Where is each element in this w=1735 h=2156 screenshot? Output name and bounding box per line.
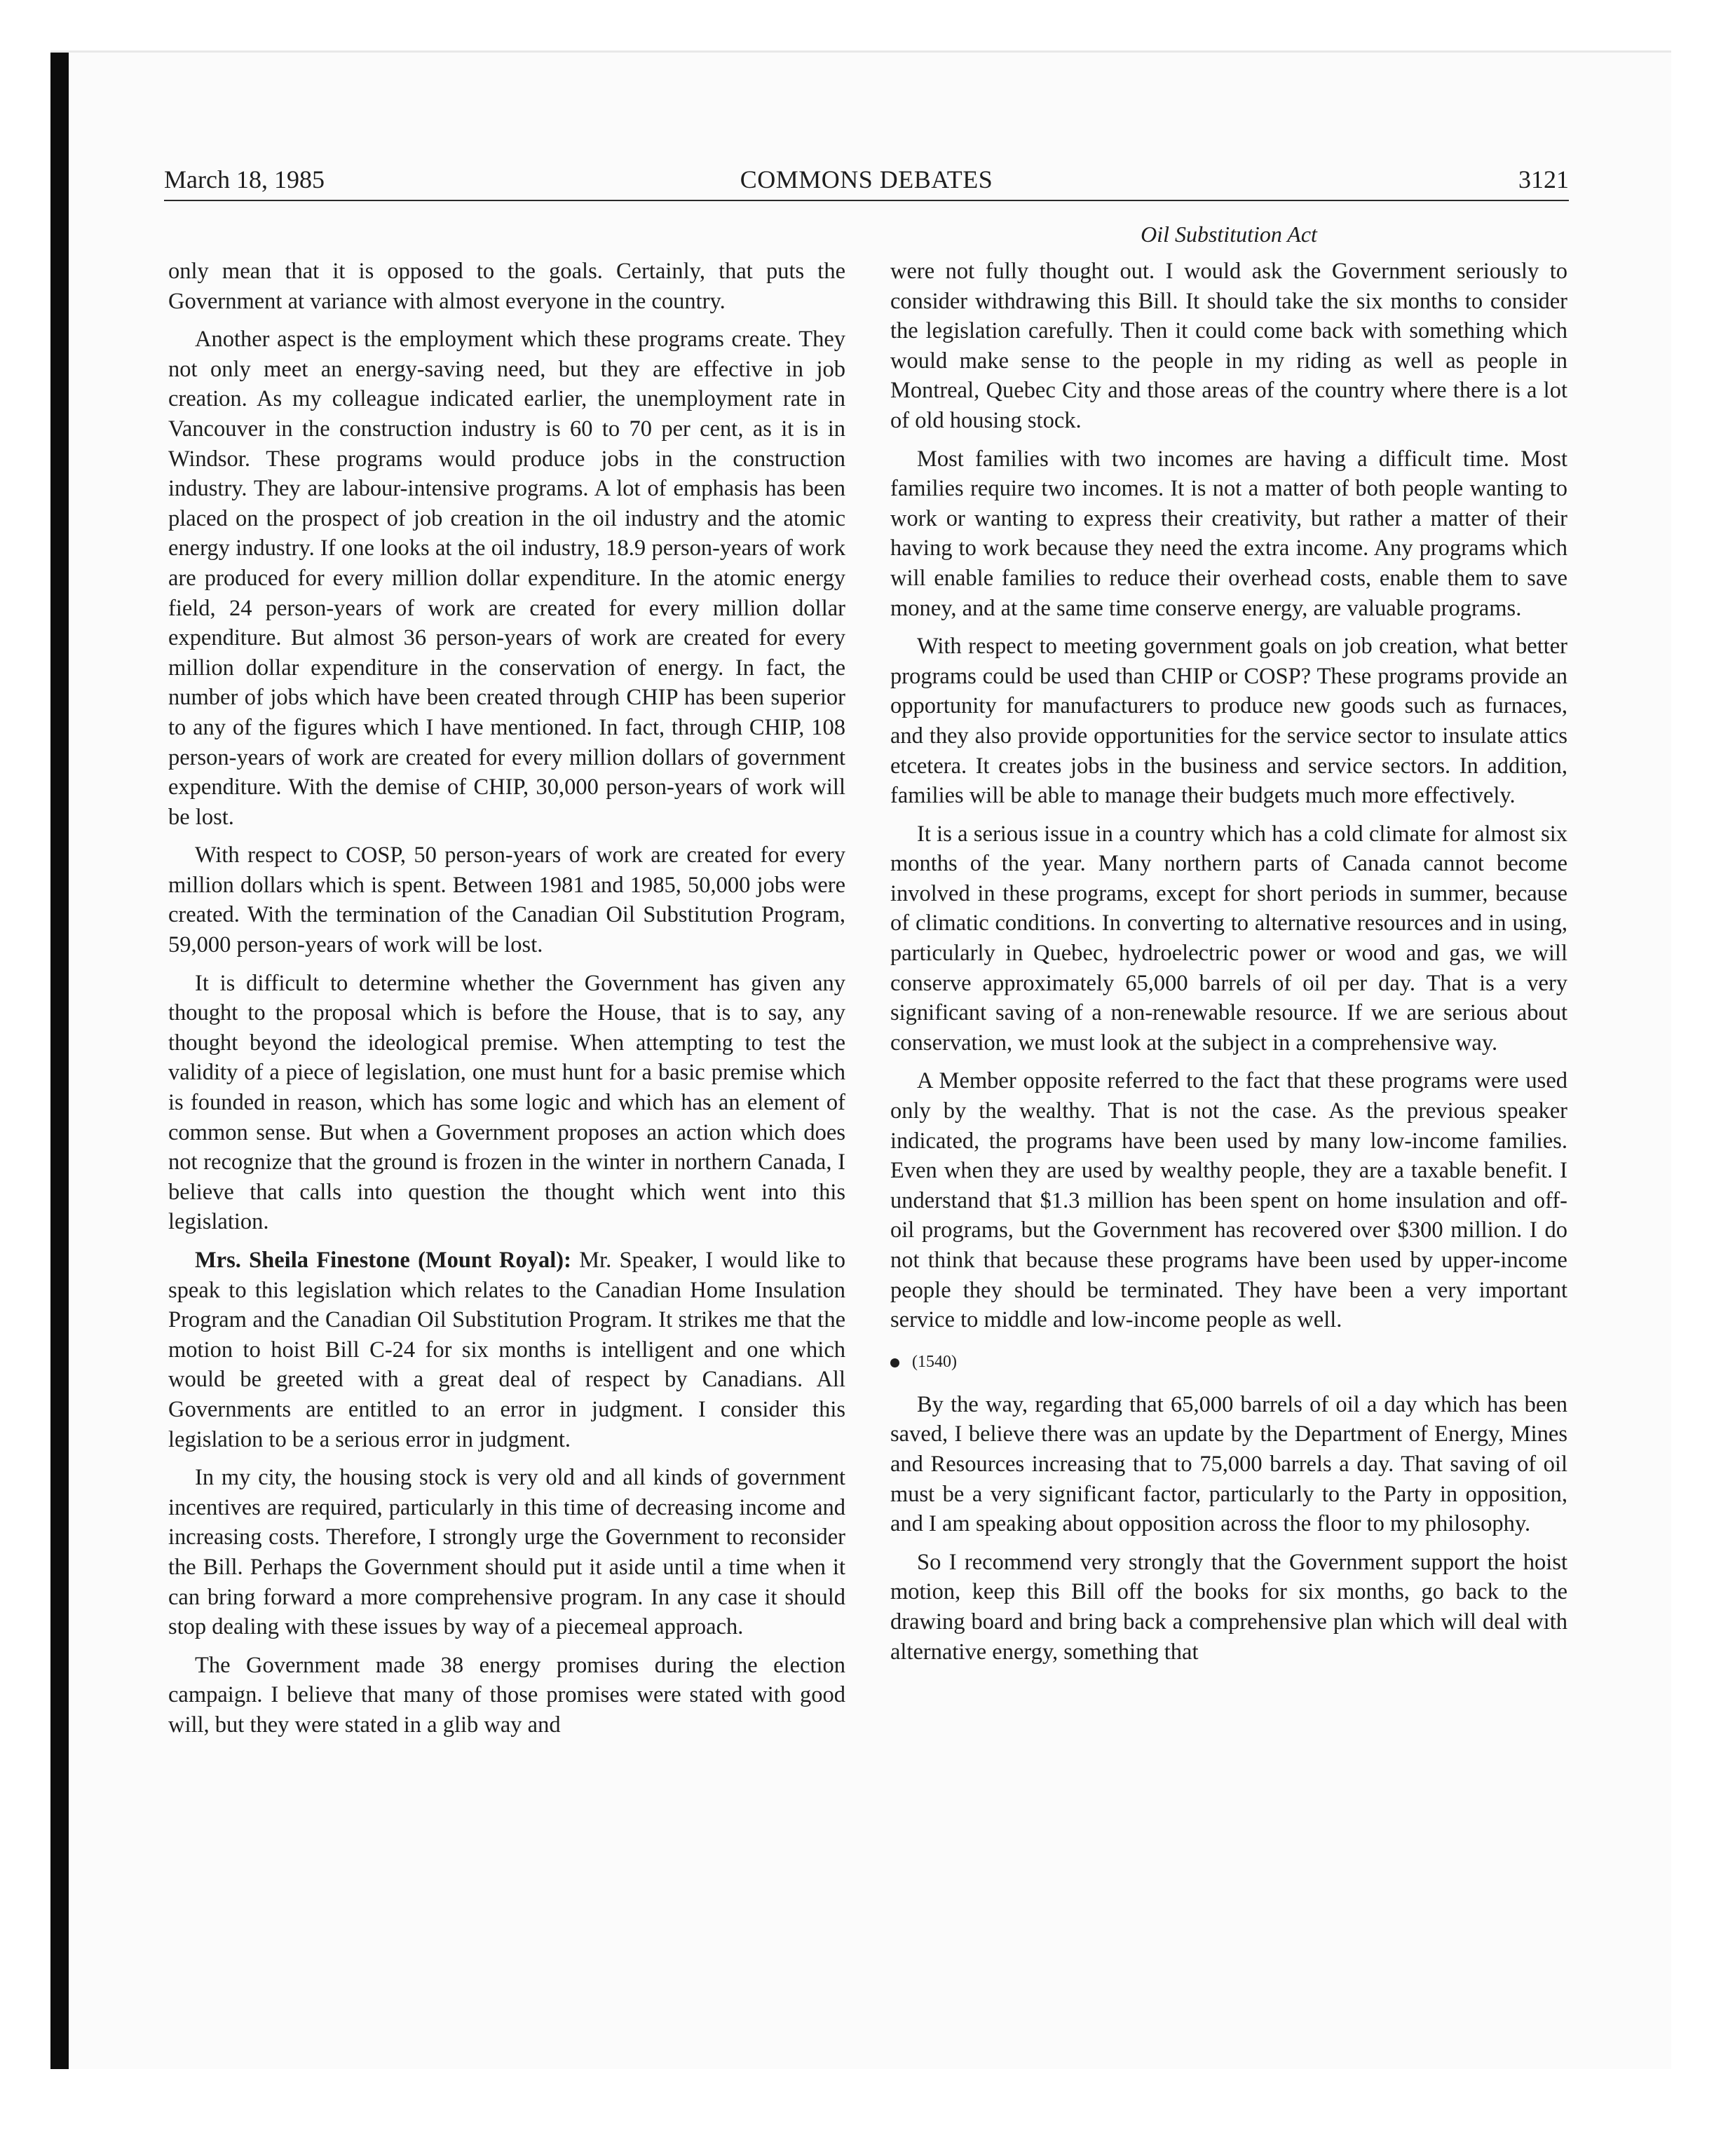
paragraph: With respect to COSP, 50 person-years of work are created for every million dollars which is spent. Between 1981 and 1985, 50,000 jobs were created. With the termination of the Canadian Oil Substitution Program, 59,000 person-years of work will be lost. xyxy=(168,842,845,958)
paragraph: only mean that it is opposed to the goals. Certainly, that puts the Government at variance with almost everyone in the country. xyxy=(168,259,845,314)
header-publication: COMMONS DEBATES xyxy=(740,165,993,193)
header-page-number: 3121 xyxy=(1518,165,1569,193)
running-head xyxy=(164,163,1569,196)
scan-edge xyxy=(50,50,69,2069)
speaker-name: Mrs. Sheila Finestone (Mount Royal): xyxy=(195,1248,571,1273)
paragraph: With respect to meeting government goals on job creation, what better programs could be used than CHIP or COSP? These programs provide an opportunity for manufacturers to produce new goods such as furnaces, and they also provide opportunities for the service sector to insulate attics etcetera. It creates jobs in the business and service sectors. In addition, families will be able to manage their budgets much more effectively. xyxy=(890,634,1567,809)
paragraph: Most families with two incomes are having a difficult time. Most families require two incomes. It is not a matter of both people wanting to work or wanting to express their creativity, but rather a matter of their having to work because they need the extra income. Any programs which will enable families to reduce their overhead costs, enable them to save money, and at the same time conserve energy, are valuable programs. xyxy=(890,446,1567,621)
speaker-text: Mr. Speaker, I would like to speak to this legislation which relates to the Canadian Home Insulation Program and the Canadian Oil Substitution Program. It strikes me that the motion to hoist Bill C-24 for six months is intelligent and one which would be greeted with a great deal of respect by Canadians. All Governments are entitled to an error in judgment. I consider this legislation to be a serious error in judgment. xyxy=(168,1248,846,1452)
speaker-paragraph xyxy=(168,1246,845,1454)
paragraph: A Member opposite referred to the fact that these programs were used only by the wealthy. That is not the case. As the previous speaker indicated, the programs have been used by many low-income families. Even when they are used by wealthy people, they are a taxable benefit. I understand that $1.3 million has been spent on home insulation and off-oil programs, but the Government has recovered over $300 million. I do not think that because these programs have been used by upper-income people they should be terminated. They have been a very important service to middle and low-income people as well. xyxy=(890,1068,1567,1333)
right-column xyxy=(890,257,1567,1675)
paragraph: Another aspect is the employment which these programs create. They not only meet an energy-saving need, but they are effective in job creation. As my colleague indicated earlier, the unemployment rate in Vancouver in the construction industry is 60 to 70 per cent, as it is in Windsor. These programs would produce jobs in the construction industry. They are labour-intensive programs. A lot of emphasis has been placed on the prospect of job creation in the oil industry and the atomic energy industry. If one looks at the oil industry, 18.9 person-years of work are produced for every million dollar expenditure. In the atomic energy field, 24 person-years of work are created for every million dollar expenditure. But almost 36 person-years of work are created for every million dollar expenditure in the conservation of energy. In fact, the number of jobs which have been created through CHIP has been superior to any of the figures which I have mentioned. In fact, through CHIP, 108 person-years of work are created for every million dollars of government expenditure. With the demise of CHIP, 30,000 person-years of work will be lost. xyxy=(168,327,845,830)
header-date: March 18, 1985 xyxy=(164,165,325,193)
timestamp: (1540) xyxy=(912,1352,957,1371)
paragraph: The Government made 38 energy promises during the election campaign. I believe that many of those promises were stated with good will, but they were stated in a glib way and xyxy=(168,1652,845,1738)
paragraph: were not fully thought out. I would ask the Government seriously to consider withdrawing this Bill. It should take the six months to consider the legislation carefully. Then it could come back with something which would make sense to the people in my riding as well as people in Montreal, Quebec City and those areas of the country where there is a lot of old housing stock. xyxy=(890,259,1567,433)
paragraph: In my city, the housing stock is very old and all kinds of government incentives are required, particularly in this time of decreasing income and increasing costs. Therefore, I strongly urge the Government to reconsider the Bill. Perhaps the Government should put it aside until a time when it can bring forward a more comprehensive program. In any case it should stop dealing with these issues by way of a piecemeal approach. xyxy=(168,1465,845,1640)
header-rule xyxy=(164,200,1569,201)
paragraph: It is a serious issue in a country which has a cold climate for almost six months of the year. Many northern parts of Canada cannot become involved in these programs, except for short periods in summer, because of climatic conditions. In converting to alternative resources and in using, particularly in Quebec, hydroelectric power or wood and gas, we will conserve approximately 65,000 barrels of oil per day. That is a very significant saving of a non-renewable resource. If we are serious about conservation, we must look at the subject in a comprehensive way. xyxy=(890,821,1567,1056)
left-column xyxy=(168,257,845,1749)
paragraph: It is difficult to determine whether the Government has given any thought to the proposal which is before the House, that is to say, any thought beyond the ideological premise. When attempting to test the validity of a piece of legislation, one must hunt for a basic premise which is founded in reason, which has some logic and which has an element of common sense. But when a Government proposes an action which does not recognize that the ground is frozen in the winter in northern Canada, I believe that calls into question the thought which went into this legislation. xyxy=(168,970,845,1235)
section-title: Oil Substitution Act xyxy=(1141,221,1317,247)
timestamp-marker xyxy=(890,1349,1567,1374)
bullet-icon xyxy=(890,1358,899,1367)
paragraph: By the way, regarding that 65,000 barrels of oil a day which has been saved, I believe there was an update by the Department of Energy, Mines and Resources increasing that to 75,000 barrels a day. That saving of oil must be a very significant factor, particularly to the Party in opposition, and I am speaking about opposition across the floor to my philosophy. xyxy=(890,1391,1567,1537)
paragraph: So I recommend very strongly that the Government support the hoist motion, keep this Bill off the books for six months, go back to the drawing board and bring back a comprehensive plan which will deal with alternative energy, something that xyxy=(890,1549,1567,1665)
